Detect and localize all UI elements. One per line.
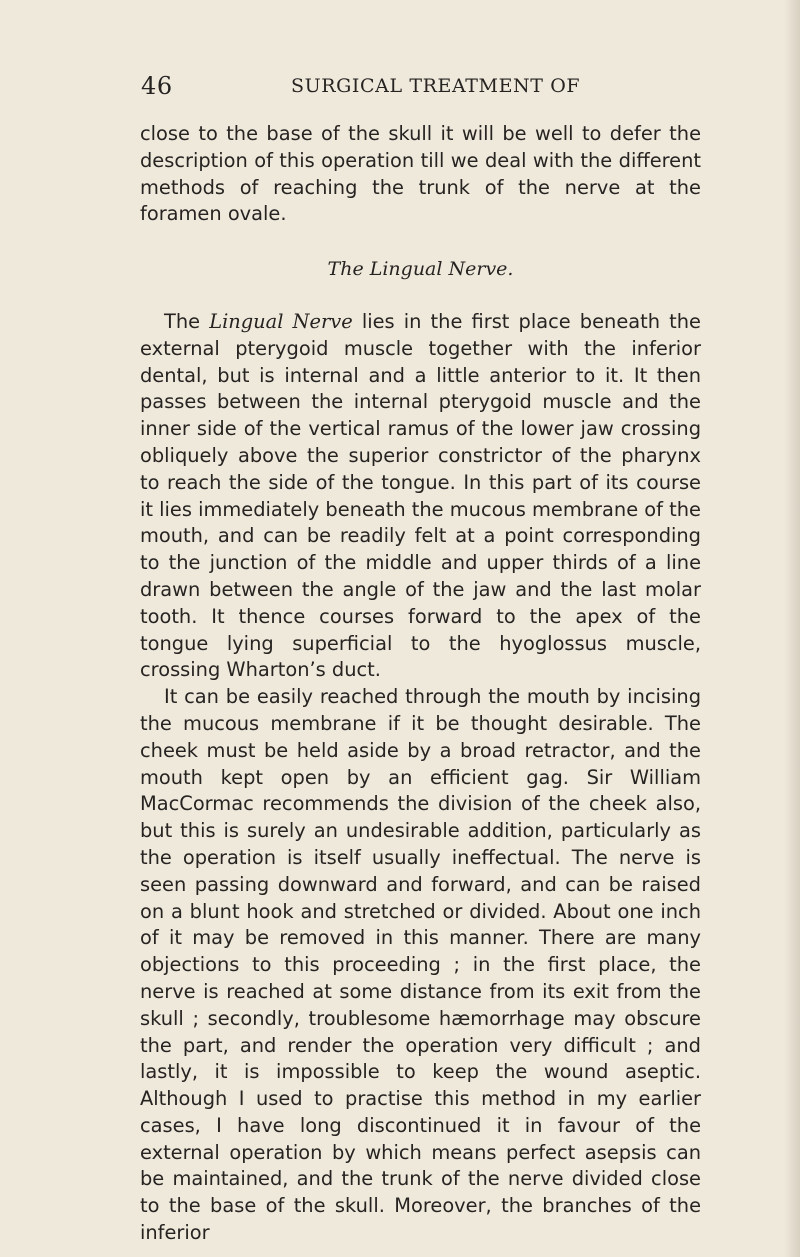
paragraph-lead: The bbox=[164, 309, 210, 333]
page-number: 46 bbox=[141, 72, 173, 100]
paragraph-rest: lies in the first place beneath the external pterygoid muscle together with the inferior dental, but is internal and a little anterior to it. It then passes between the internal pterygoid muscle and the inner side of the vertical ramus of the lower jaw crossing obliquely above the superior constrictor of the pharynx to reach the side of the tongue. In this part of its course it lies immediately beneath the mucous membrane of the mouth, and can be readily felt at a point corresponding to the junction of the middle and upper thirds of a line drawn between the angle of the jaw and the last molar tooth. It thence courses forward to the apex of the tongue lying superficial to the hyoglossus muscle, crossing Wharton’s duct. bbox=[140, 309, 701, 682]
paragraph-operation: It can be easily reached through the mouth by incising the mucous membrane if it be thought desirable. The cheek must be held aside by a broad retractor, and the mouth kept open by an efficient gag. Sir William MacCormac recommends the division of the cheek also, but this is surely an undesirable addition, particularly as the operation is itself usually ineffectual. The nerve is seen passing downward and forward, and can be raised on a blunt hook and stretched or divided. About one inch of it may be removed in this manner. There are many objections to this proceeding ; in the first place, the nerve is reached at some distance from its exit from the skull ; secondly, troublesome hæmorrhage may obscure the part, and render the operation very difficult ; and lastly, it is impossible to keep the wound aseptic. Although I used to practise this method in my earlier cases, I have long discontinued it in favour of the external operation by which means perfect asepsis can be maintained, and the trunk of the nerve divided close to the base of the skull. Moreover, the branches of the inferior bbox=[140, 685, 701, 1245]
paragraph-continuation: close to the base of the skull it will be well to defer the description of this operation till we deal with the different methods of reaching the trunk of the nerve at the foramen ovale. bbox=[140, 122, 701, 226]
running-title: SURGICAL TREATMENT OF bbox=[291, 75, 581, 97]
body-text bbox=[140, 121, 701, 1247]
running-head bbox=[141, 72, 701, 102]
page-edge-shadow bbox=[784, 0, 800, 1257]
italic-term: Lingual Nerve bbox=[209, 309, 353, 333]
paragraph-lingual-nerve bbox=[140, 309, 701, 684]
section-heading: The Lingual Nerve. bbox=[327, 258, 514, 281]
